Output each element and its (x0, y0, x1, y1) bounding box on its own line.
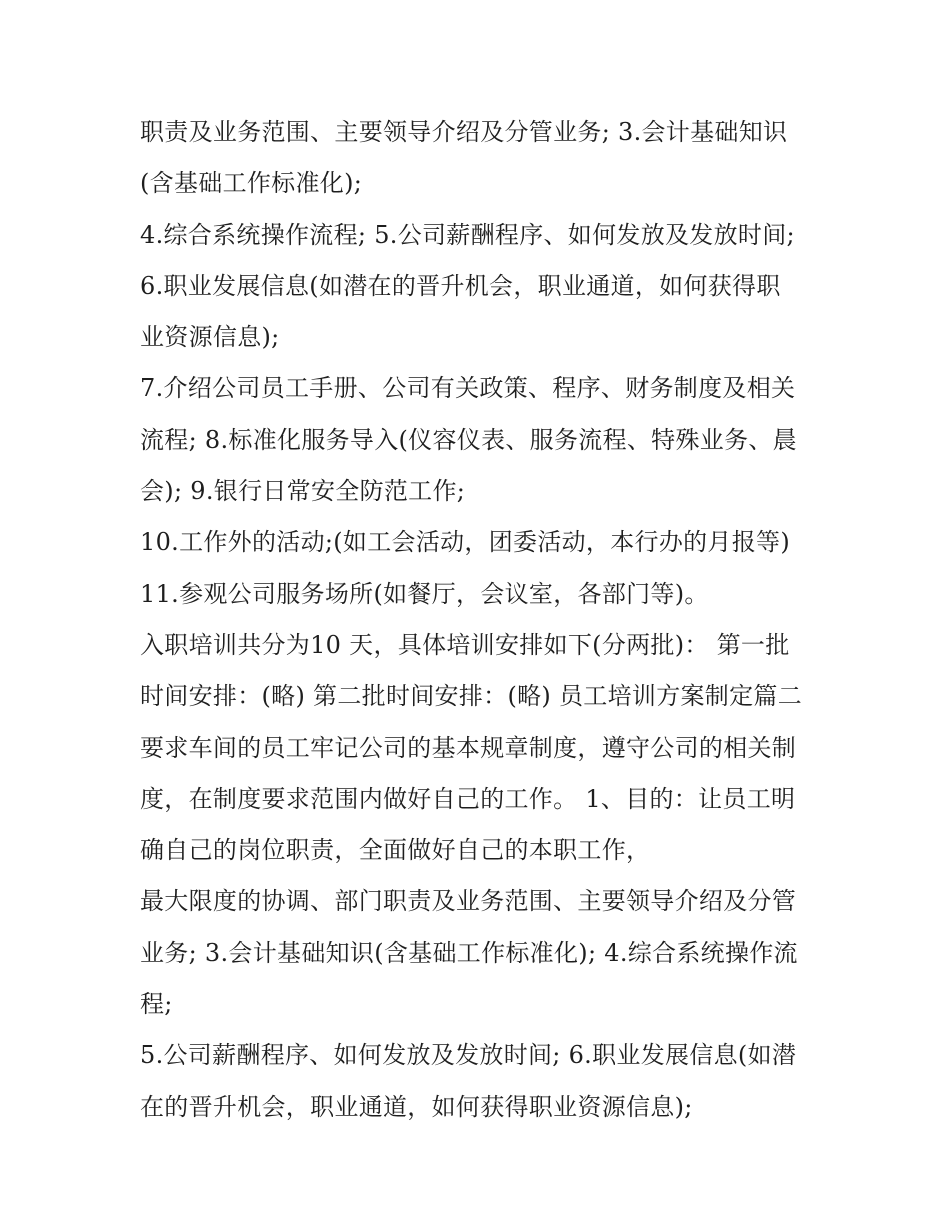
text-line: 11.参观公司服务场所(如餐厅，会议室，各部门等)。 (140, 579, 709, 608)
text-line: 6.职业发展信息(如潜在的晋升机会，职业通道，如何获得职 (140, 271, 781, 300)
text-line: 业务; 3.会计基础知识(含基础工作标准化); 4.综合系统操作流 (140, 938, 798, 967)
text-line: 入职培训共分为10 天，具体培训安排如下(分两批)： 第一批 (140, 630, 790, 659)
text-line: 程; (140, 990, 173, 1019)
text-line: 职责及业务范围、主要领导介绍及分管业务; 3.会计基础知识 (140, 118, 788, 146)
text-line: (含基础工作标准化); (140, 169, 363, 198)
text-line: 流程; 8.标准化服务导入(仪容仪表、服务流程、特殊业务、晨 (140, 425, 797, 454)
text-line: 4.综合系统操作流程; 5.公司薪酬程序、如何发放及发放时间; (140, 220, 795, 249)
text-line: 时间安排：(略) 第二批时间安排：(略) 员工培训方案制定篇二 (140, 682, 803, 711)
body-text (140, 107, 830, 1133)
text-line: 度，在制度要求范围内做好自己的工作。 1、目的：让员工明 (140, 784, 796, 813)
text-line: 确自己的岗位职责，全面做好自己的本职工作， (140, 836, 651, 865)
text-line: 5.公司薪酬程序、如何发放及发放时间; 6.职业发展信息(如潜 (140, 1041, 797, 1070)
text-line: 最大限度的协调、部门职责及业务范围、主要领导介绍及分管 (140, 887, 797, 916)
text-line: 10.工作外的活动;(如工会活动，团委活动，本行办的月报等) (140, 528, 790, 557)
text-line: 会); 9.银行日常安全防范工作; (140, 477, 466, 506)
text-line: 要求车间的员工牢记公司的基本规章制度，遵守公司的相关制 (140, 733, 797, 762)
text-line: 在的晋升机会，职业通道，如何获得职业资源信息); (140, 1092, 693, 1121)
text-line: 7.介绍公司员工手册、公司有关政策、程序、财务制度及相关 (140, 374, 796, 403)
text-line: 业资源信息); (140, 323, 280, 352)
